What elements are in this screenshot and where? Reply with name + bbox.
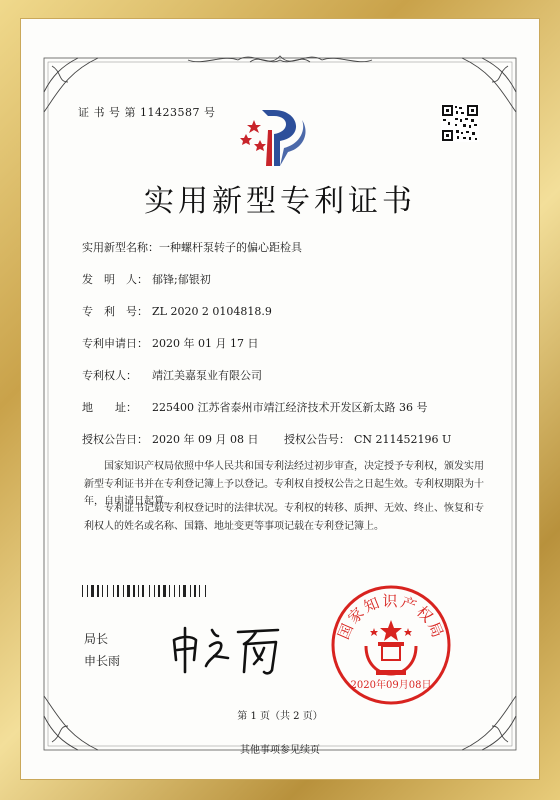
svg-text:国家知识产权局: 国家知识产权局: [334, 592, 448, 642]
field-filing-date: 专利申请日： 2020 年 01 月 17 日: [82, 337, 259, 350]
barcode-icon: [82, 585, 242, 597]
field-grant-number: 授权公告号： CN 211452196 U: [284, 433, 452, 446]
continuation-note: 其他事项参见续页: [240, 745, 320, 756]
page-number: 第 1 页（共 2 页）: [237, 711, 323, 722]
field-name: 实用新型名称：一种螺杆泵转子的偏心距检具: [82, 241, 302, 254]
qr-code-icon: [441, 104, 479, 142]
field-patentee: 专利权人： 靖江美嘉泵业有限公司: [82, 369, 262, 382]
certificate-number: 证 书 号 第 11423587 号: [78, 106, 216, 119]
director-title: 局长: [84, 632, 109, 646]
cnipa-logo-icon: [240, 100, 312, 170]
field-grant-date: 授权公告日： 2020 年 09 月 08 日: [82, 433, 259, 446]
director-name: 申长雨: [84, 654, 121, 668]
field-address: 地 址： 225400 江苏省泰州市靖江经济技术开发区新太路 36 号: [82, 401, 428, 414]
svg-text:2020年09月08日: 2020年09月08日: [350, 680, 432, 691]
official-seal-icon: [330, 584, 452, 706]
field-patent-number: 专 利 号： ZL 2020 2 0104818.9: [82, 305, 272, 318]
field-inventor: 发 明 人： 郁锋;郁银初: [82, 273, 211, 286]
legal-paragraph-2: 专利证书记载专利权登记时的法律状况。专利权的转移、质押、无效、终止、恢复和专利权人的姓名或名称、国籍、地址变更等事项记载在专利登记簿上。: [84, 503, 484, 532]
legal-paragraph-1: 国家知识产权局依照中华人民共和国专利法经过初步审查，决定授予专利权，颁发实用新型专利证书并在专利登记簿上予以登记。专利权自授权公告之日起生效。专利权期限为十年，自申请日起算。: [84, 461, 484, 507]
certificate-title: 实用新型专利证书: [144, 184, 416, 219]
handwritten-signature: [168, 622, 288, 678]
